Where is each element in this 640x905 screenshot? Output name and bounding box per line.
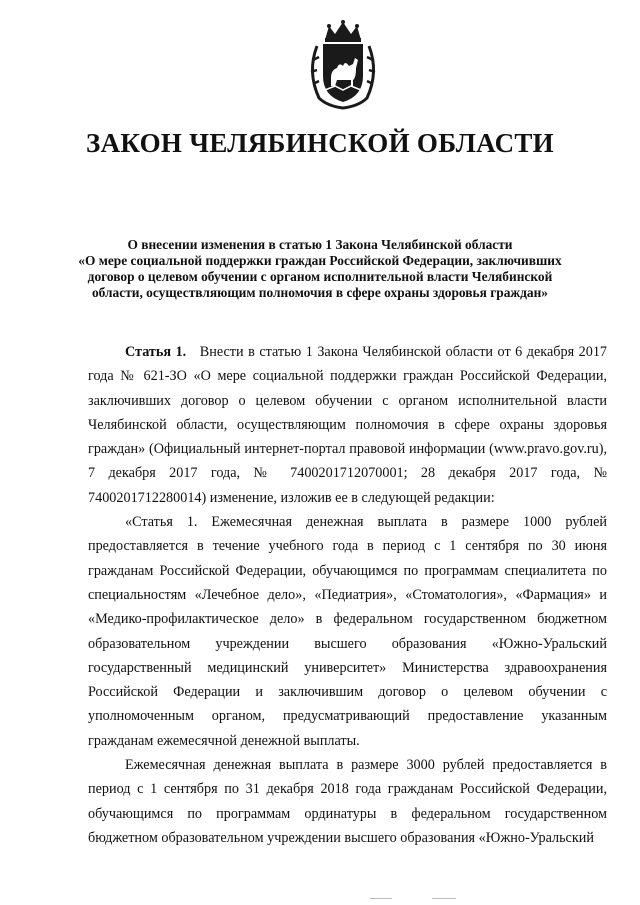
- subtitle-line: договор о целевом обучении с органом исполнительной власти Челябинской: [87, 269, 553, 284]
- body-paragraph: Ежемесячная денежная выплата в размере 3000 рублей предоставляется в период с 1 сентября по 31 декабря 2018 года гражданам Российской Федерации, обучающимся по программам ординатуры в федеральном государственном бюджетном образовательном учреждении высшего образования «Южно-Уральский: [88, 757, 607, 846]
- law-subtitle: [70, 237, 570, 301]
- coat-of-arms-icon: [301, 20, 385, 112]
- article-text: Внести в статью 1 Закона Челябинской области от 6 декабря 2017 года № 621-ЗО «О мере социальной поддержки граждан Российской Федерации, заключивших договор о целевом обучении с органом исполнительной власти Челябинской области, осуществляющим полномочия в сфере охраны здоровья граждан» (Официальный интернет-портал правовой информации (www.pravo.gov.ru), 7 декабря 2017 года, № 7400201712070001; 28 декабря 2017 года, № 7400201712280014) изменение, изложив ее в следующей редакции:: [88, 344, 608, 506]
- law-body: [88, 340, 607, 850]
- article-1-paragraph: [88, 340, 607, 510]
- footer-marks: [370, 898, 470, 900]
- law-title: ЗАКОН ЧЕЛЯБИНСКОЙ ОБЛАСТИ: [86, 128, 554, 158]
- body-paragraph: «Статья 1. Ежемесячная денежная выплата в размере 1000 рублей предоставляется в течение учебного года в период с 1 сентября по 30 июня гражданам Российской Федерации, обучающимся по программам специалитета по специальностям «Лечебное дело», «Педиатрия», «Стоматология», «Фармация» и «Медико-профилактическое дело» в федеральном государственном бюджетном образовательном учреждении высшего образования «Южно-Уральский государственный медицинский университет» Министерства здравоохранения Российской Федерации и заключившим договор о целевом обучении с уполномоченным органом, предусматривающий предоставление указанным гражданам ежемесячной денежной выплаты.: [88, 514, 607, 749]
- subtitle-line: О внесении изменения в статью 1 Закона Челябинской области: [127, 237, 513, 252]
- subtitle-line: области, осуществляющим полномочия в сфере охраны здоровья граждан»: [91, 285, 549, 300]
- article-label: Статья 1.: [125, 344, 187, 360]
- subtitle-line: «О мере социальной поддержки граждан Российской Федерации, заключивших: [78, 253, 562, 268]
